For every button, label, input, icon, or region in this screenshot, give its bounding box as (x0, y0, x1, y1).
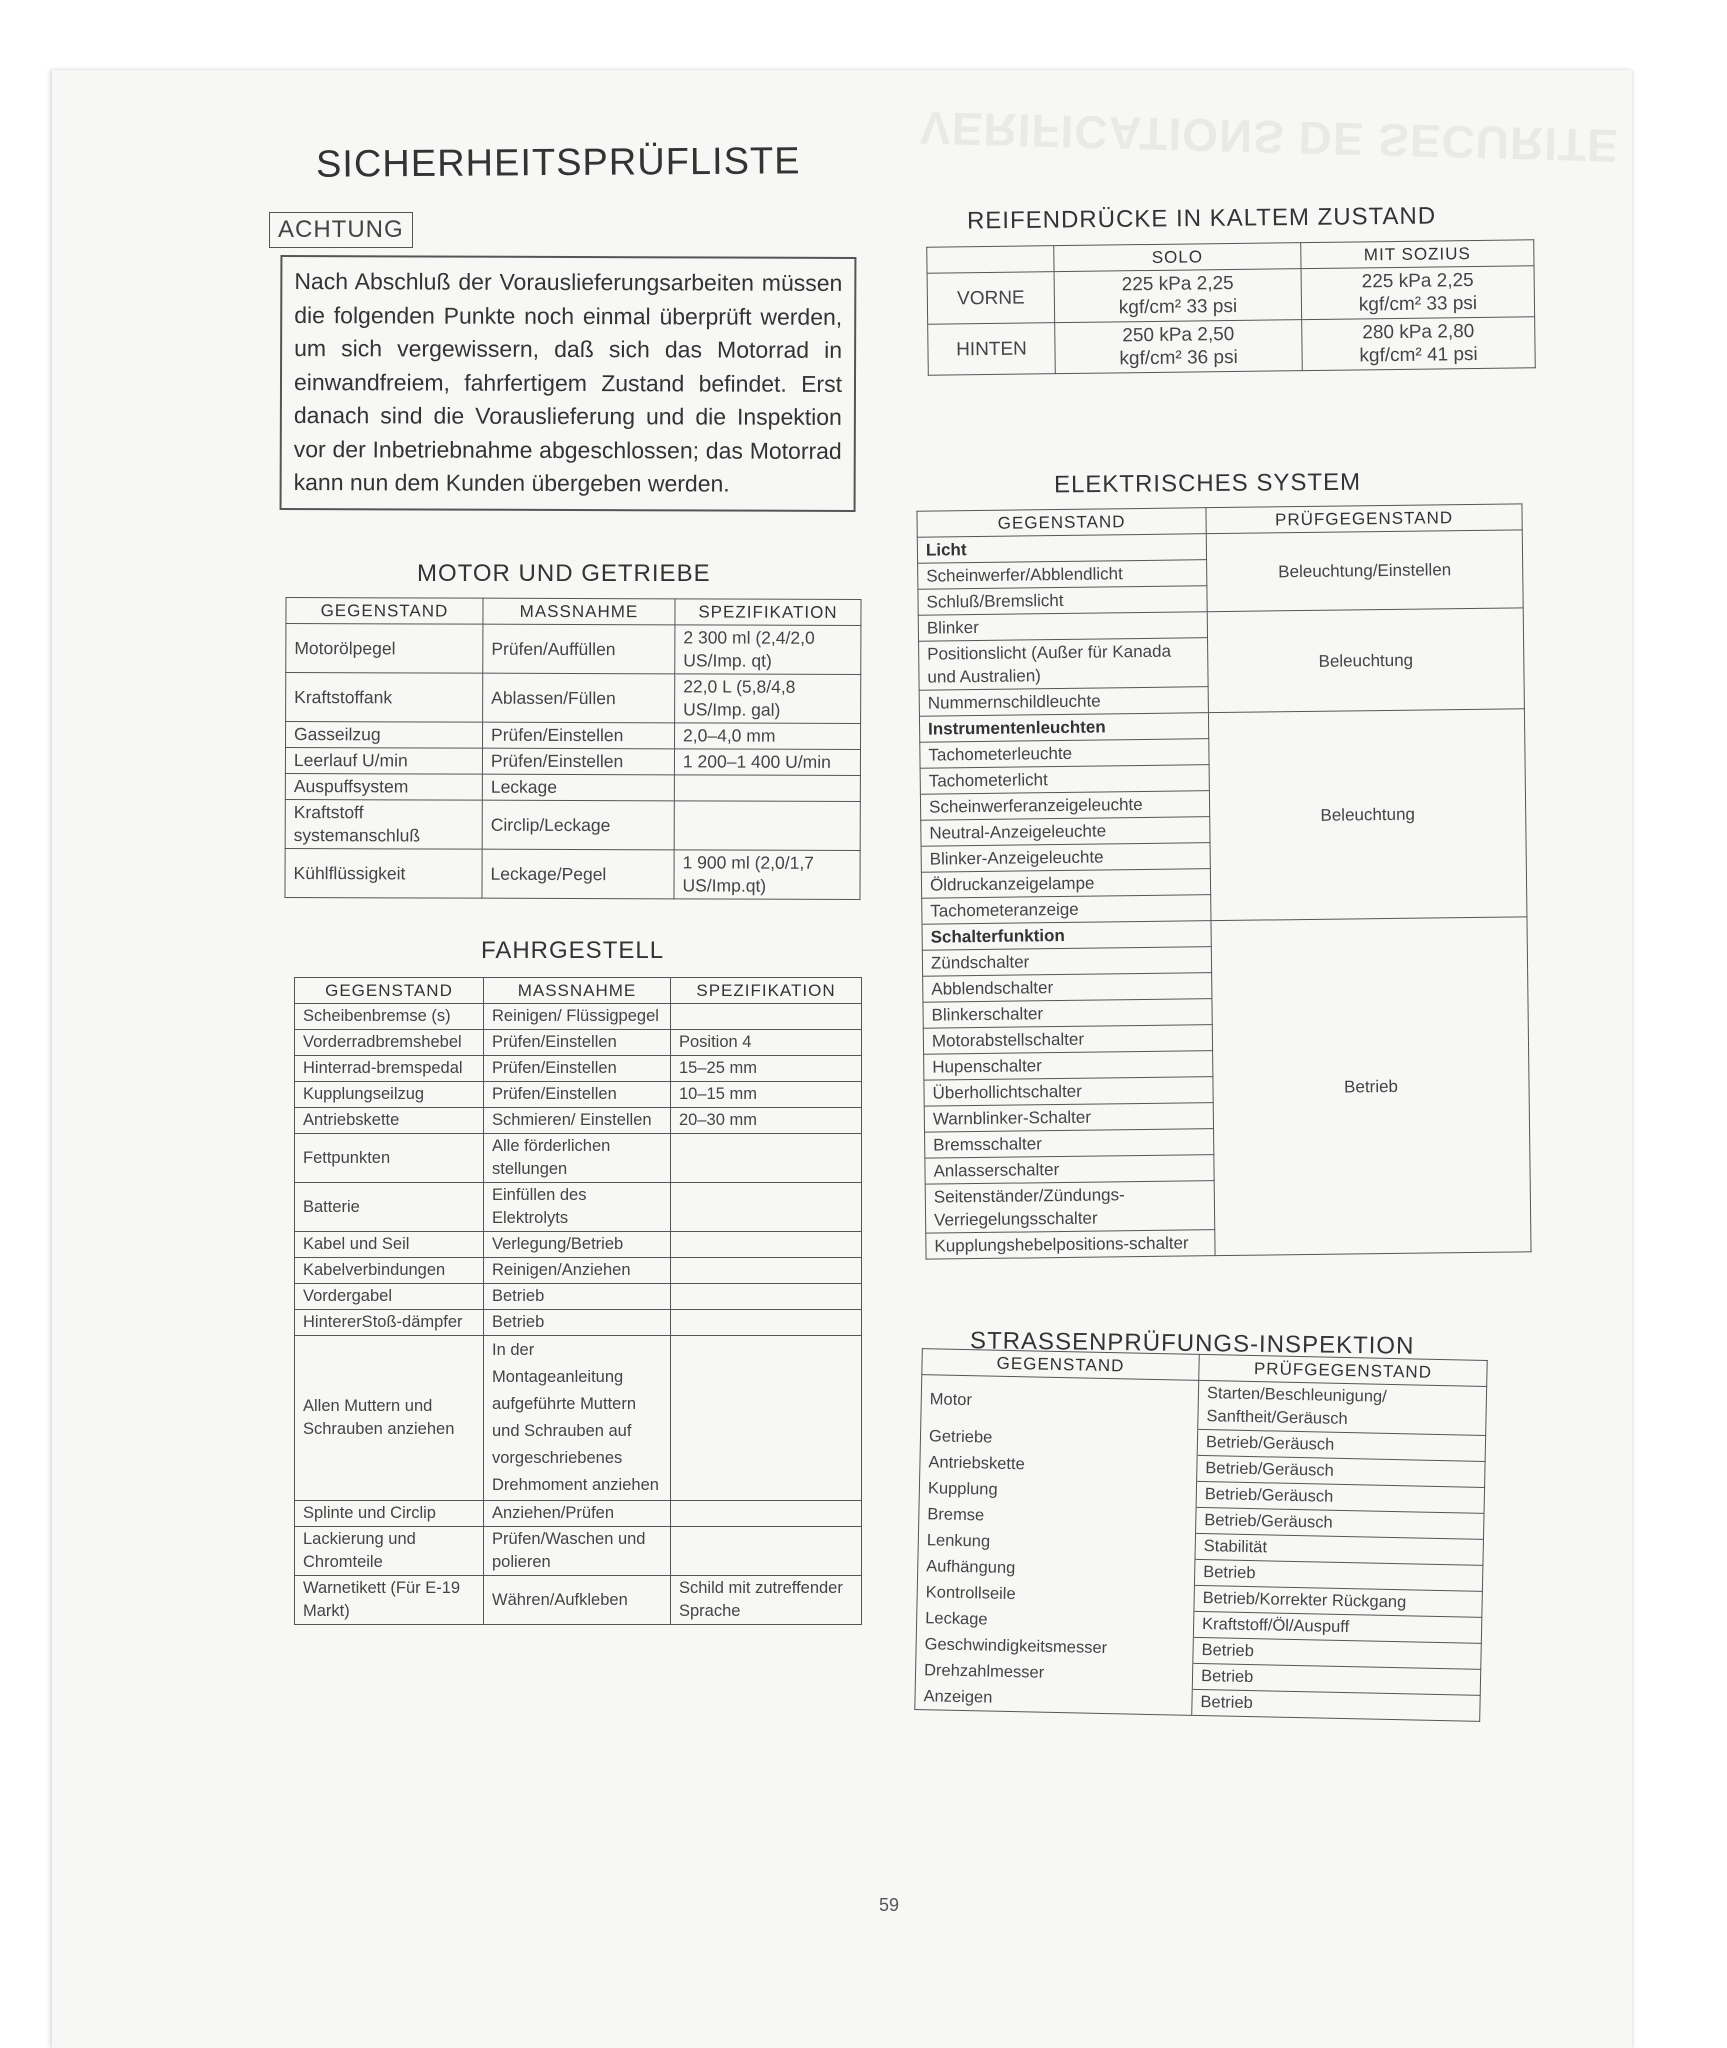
table-row (295, 1336, 862, 1501)
reifen-header: SOLO (1054, 243, 1301, 272)
cell: Batterie (295, 1183, 484, 1232)
cell: Überhollichtschalter (924, 1077, 1213, 1107)
elektrik-header: GEGENSTAND (917, 508, 1206, 538)
cell: Circlip/Leckage (482, 800, 674, 850)
table-row (295, 1082, 862, 1108)
cell: Tachometerleuchte (920, 739, 1209, 769)
cell: Betrieb (484, 1284, 671, 1310)
cell: Betrieb (1192, 1663, 1480, 1695)
fahrgestell-header: GEGENSTAND (295, 978, 484, 1004)
table-row (295, 1576, 862, 1625)
table-row (295, 1527, 862, 1576)
cell: Abblendschalter (923, 973, 1212, 1003)
cell: Schluß/Bremslicht (918, 586, 1207, 616)
table-row (285, 747, 860, 775)
cell: Bremsschalter (925, 1129, 1214, 1159)
cell: Betrieb/Geräusch (1197, 1429, 1485, 1461)
cell: Hupenschalter (924, 1051, 1213, 1081)
cell: Prüfen/Einstellen (484, 1030, 671, 1056)
cell: Kraftstoffank (286, 672, 483, 722)
cell: 10–15 mm (671, 1082, 862, 1108)
cell: Kontrollseile (917, 1580, 1194, 1612)
cell: Scheinwerferanzeigeleuchte (920, 791, 1209, 821)
table-row (285, 848, 860, 899)
strasse-table (914, 1348, 1487, 1722)
cell: Prüfen/Einstellen (483, 722, 675, 749)
cell: Vorderradbremshebel (295, 1030, 484, 1056)
cell: Leckage (482, 774, 674, 801)
table-row (295, 1183, 862, 1232)
cell: Allen Muttern und Schrauben anziehen (295, 1336, 484, 1501)
cell: Öldruckanzeigelampe (921, 869, 1210, 899)
cell: Tachometerlicht (920, 765, 1209, 795)
cell: Kupplung (919, 1476, 1196, 1508)
cell (674, 775, 860, 802)
cell: Warnetikett (Für E-19 Markt) (295, 1576, 484, 1625)
cell: HintererStoß-dämpfer (295, 1310, 484, 1336)
reifen-table (926, 239, 1536, 375)
table-row (285, 799, 860, 850)
cell: Blinkerschalter (923, 999, 1212, 1029)
cell (671, 1501, 862, 1527)
cell: Ablassen/Füllen (483, 673, 675, 723)
cell: VORNE (927, 272, 1055, 325)
cell: Getriebe (920, 1424, 1197, 1456)
motor-header: GEGENSTAND (286, 597, 483, 624)
cell: Schmieren/ Einstellen (484, 1108, 671, 1134)
cell: Leckage (916, 1606, 1193, 1638)
cell: Kraftstoff systemanschluß (285, 799, 482, 849)
cell: Betrieb (1192, 1689, 1480, 1721)
cell: 1 200–1 400 U/min (674, 749, 860, 776)
strasse-header: GEGENSTAND (922, 1349, 1199, 1381)
cell: Leckage/Pegel (482, 849, 674, 899)
cell: Alle förderlichen stellungen (484, 1134, 671, 1183)
cell: Kühlflüssigkeit (285, 848, 482, 898)
reifen-header (927, 246, 1054, 274)
strasse-section-title: STRASSENPRÜFUNGS-INSPEKTION (969, 1327, 1415, 1360)
table-row (295, 1030, 862, 1056)
cell: Kupplungshebelpositions-schalter (926, 1230, 1215, 1260)
cell: Reinigen/Anziehen (484, 1258, 671, 1284)
cell: Zündschalter (922, 947, 1211, 977)
cell: Position 4 (671, 1030, 862, 1056)
cell: 225 kPa 2,25 kgf/cm² 33 psi (1301, 266, 1535, 320)
cell: Prüfen/Einstellen (484, 1082, 671, 1108)
page-number: 59 (879, 1895, 900, 1915)
table-row (286, 721, 861, 749)
group-label: Licht (917, 534, 1206, 564)
notice-box: Nach Abschluß der Vorauslieferungsarbeiten müssen die folgenden Punkte noch einmal überprüft werden, um sich vergewissern, daß sich das Motorrad in einwandfreiem, fahrfertigem Zustand befindet. Erst danach sind die Vorauslieferung und die Inspektion vor der Inbetriebnahme abgeschlossen; das Motorrad kann nun dem Kunden übergeben werden. (280, 255, 857, 512)
motor-section-title: MOTOR UND GETRIEBE (417, 560, 711, 587)
cell: Anzeigen (915, 1684, 1192, 1716)
cell: Einfüllen des Elektrolyts (484, 1183, 671, 1232)
cell: Lackierung und Chromteile (295, 1527, 484, 1576)
cell: 1 900 ml (2,0/1,7 US/Imp.qt) (674, 850, 860, 900)
table-row (285, 773, 860, 801)
check-cell: Beleuchtung (1207, 608, 1524, 713)
cell: 15–25 mm (671, 1056, 862, 1082)
cell: Aufhängung (918, 1554, 1195, 1586)
cell: Blinker-Anzeigeleuchte (921, 843, 1210, 873)
strasse-header: PRÜFGEGENSTAND (1199, 1354, 1487, 1386)
cell (671, 1134, 862, 1183)
cell: Motorölpegel (286, 623, 483, 673)
cell: Lenkung (918, 1528, 1195, 1560)
cell (671, 1284, 862, 1310)
table-row (928, 317, 1536, 375)
table-row (295, 1310, 862, 1336)
cell: HINTEN (928, 323, 1056, 376)
cell: Antriebskette (295, 1108, 484, 1134)
cell (671, 1183, 862, 1232)
cell: Prüfen/Einstellen (482, 748, 674, 775)
cell: Kabelverbindungen (295, 1258, 484, 1284)
cell: Reinigen/ Flüssigpegel (484, 1004, 671, 1030)
cell: Neutral-Anzeigeleuchte (921, 817, 1210, 847)
cell: 225 kPa 2,25 kgf/cm² 33 psi (1054, 269, 1302, 323)
table-row (295, 1134, 862, 1183)
cell: Stabilität (1195, 1533, 1483, 1565)
cell: Betrieb (484, 1310, 671, 1336)
cell: 2,0–4,0 mm (674, 723, 860, 750)
fahrgestell-header: MASSNAHME (484, 978, 671, 1004)
fahrgestell-table (294, 977, 862, 1625)
achtung-label: ACHTUNG (269, 212, 413, 248)
cell: Vordergabel (295, 1284, 484, 1310)
check-cell: Beleuchtung (1208, 709, 1527, 921)
cell: Starten/Beschleunigung/ Sanftheit/Geräusch (1198, 1380, 1487, 1435)
cell: Geschwindigkeitsmesser (916, 1632, 1193, 1664)
cell: Währen/Aufkleben (484, 1576, 671, 1625)
cell (671, 1310, 862, 1336)
table-row (295, 1108, 862, 1134)
cell (671, 1336, 862, 1501)
cell: In der Montageanleitung aufgeführte Muttern und Schrauben auf vorgeschriebenes Drehmoment anziehen (484, 1336, 671, 1501)
cell: Kupplungseilzug (295, 1082, 484, 1108)
cell: Leerlauf U/min (285, 747, 482, 774)
cell: Scheibenbremse (s) (295, 1004, 484, 1030)
group-label: Instrumentenleuchten (919, 713, 1208, 743)
cell: Motor (921, 1375, 1199, 1430)
cell (671, 1258, 862, 1284)
cell: Drehzahlmesser (915, 1658, 1192, 1690)
cell: 22,0 L (5,8/4,8 US/Imp. gal) (675, 674, 861, 724)
cell: Positionslicht (Außer für Kanada und Australien) (919, 638, 1209, 691)
cell: Warnblinker-Schalter (924, 1103, 1213, 1133)
table-row (295, 1284, 862, 1310)
table-row (295, 1258, 862, 1284)
cell: Betrieb (1194, 1559, 1482, 1591)
page-title: SICHERHEITSPRÜFLISTE (315, 140, 801, 186)
table-row (286, 623, 861, 674)
group-label: Schalterfunktion (922, 921, 1211, 951)
cell: 250 kPa 2,50 kgf/cm² 36 psi (1055, 320, 1303, 374)
cell: Prüfen/Auffüllen (483, 624, 675, 674)
cell (671, 1527, 862, 1576)
cell: Antriebskette (920, 1450, 1197, 1482)
cell: 2 300 ml (2,4/2,0 US/Imp. qt) (675, 625, 861, 675)
reifen-header: MIT SOZIUS (1301, 240, 1534, 269)
elektrik-section-title: ELEKTRISCHES SYSTEM (1053, 468, 1362, 499)
cell (674, 801, 860, 851)
cell: Verlegung/Betrieb (484, 1232, 671, 1258)
cell: Scheinwerfer/Abblendlicht (918, 560, 1207, 590)
cell: Gasseilzug (286, 721, 483, 748)
cell: Splinte und Circlip (295, 1501, 484, 1527)
check-cell: Betrieb (1211, 917, 1531, 1256)
fahrgestell-section-title: FAHRGESTELL (481, 937, 665, 964)
cell: 280 kPa 2,80 kgf/cm² 41 psi (1302, 317, 1536, 371)
cell: Prüfen/Waschen und polieren (484, 1527, 671, 1576)
cell: Tachometeranzeige (922, 895, 1211, 925)
cell: Anziehen/Prüfen (484, 1501, 671, 1527)
elektrik-header: PRÜFGEGENSTAND (1206, 504, 1522, 534)
cell: Nummernschildleuchte (919, 687, 1208, 717)
cell: Betrieb/Korrekter Rückgang (1194, 1585, 1482, 1617)
cell: Auspuffsystem (285, 773, 482, 800)
cell: Betrieb/Geräusch (1197, 1455, 1485, 1487)
check-cell: Beleuchtung/Einstellen (1206, 530, 1523, 612)
cell (671, 1004, 862, 1030)
cell: Prüfen/Einstellen (484, 1056, 671, 1082)
table-row (927, 266, 1535, 324)
table-row (295, 1056, 862, 1082)
cell (671, 1232, 862, 1258)
cell: Betrieb/Geräusch (1196, 1481, 1484, 1513)
cell: Blinker (918, 612, 1207, 642)
cell: Bremse (919, 1502, 1196, 1534)
fahrgestell-header: SPEZIFIKATION (671, 978, 862, 1004)
cell: Kabel und Seil (295, 1232, 484, 1258)
motor-table (284, 597, 861, 900)
table-row (295, 1501, 862, 1527)
motor-header: SPEZIFIKATION (675, 599, 861, 626)
cell: Betrieb/Geräusch (1196, 1507, 1484, 1539)
cell: Schild mit zutreffender Sprache (671, 1576, 862, 1625)
cell: Betrieb (1193, 1637, 1481, 1669)
cell: Seitenständer/Zündungs-Verriegelungsschalter (925, 1181, 1215, 1234)
cell: Hinterrad-bremspedal (295, 1056, 484, 1082)
reifen-section-title: REIFENDRÜCKE IN KALTEM ZUSTAND (966, 202, 1437, 235)
elektrik-table (916, 503, 1531, 1259)
cell: Fettpunkten (295, 1134, 484, 1183)
bleed-through-text: VERIFICATIONS DE SECURITE (919, 101, 1620, 173)
table-row (295, 1004, 862, 1030)
cell: Motorabstellschalter (923, 1025, 1212, 1055)
cell: Anlasserschalter (925, 1155, 1214, 1185)
cell: Kraftstoff/Öl/Auspuff (1193, 1611, 1481, 1643)
cell: 20–30 mm (671, 1108, 862, 1134)
motor-header: MASSNAHME (483, 598, 675, 625)
table-row (295, 1232, 862, 1258)
table-row (286, 672, 861, 723)
